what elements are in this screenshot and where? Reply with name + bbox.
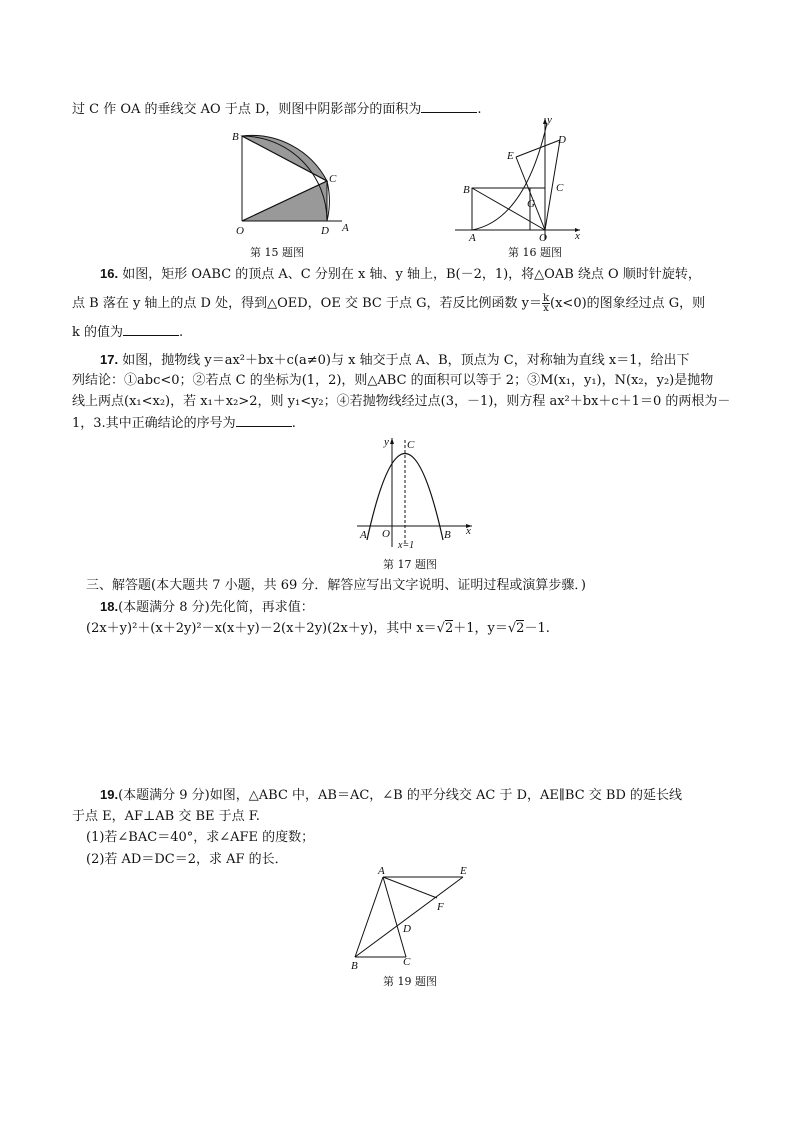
q17-line2: 列结论：①abc<0；②若点 C 的坐标为(1，2)，则△ABC 的面积可以等于 2；③M(x₁，y₁)，N(x₂，y₂)是抛物	[72, 373, 714, 388]
label-B: B	[463, 184, 470, 196]
label-D: D	[321, 225, 329, 237]
label-D: D	[558, 134, 566, 146]
q17-line1: 17. 如图，抛物线 y＝ax²＋bx＋c(a≠0)与 x 轴交于点 A、B，顶点为 C，对称轴为直线 x＝1，给出下	[100, 352, 690, 368]
label-E: E	[507, 150, 514, 162]
q16-line2: 点 B 落在 y 轴上的点 D 处，得到△OED，OE 交 BC 于点 G，若反比例函数 y＝ $\frac{k}{x}$ (x<0)的图象经过点 G，则	[72, 293, 706, 314]
label-A: A	[360, 529, 367, 541]
label-C: C	[329, 173, 337, 185]
q18-line1: 18.(本题满分 8 分)先化简，再求值：	[100, 599, 314, 615]
label-C: C	[407, 439, 415, 451]
q16-line1: 16. 如图，矩形 OABC 的顶点 A、C 分别在 x 轴、y 轴上，B(－2，1)，将△OAB 绕点 O 顺时针旋转，	[100, 266, 701, 282]
label-axis: x=1	[398, 540, 415, 551]
q19-line1: 19.(本题满分 9 分)如图，△ABC 中，AB＝AC，∠B 的平分线交 AC 于 D，AE∥BC 交 BD 的延长线	[100, 787, 683, 803]
q17-line3: 线上两点(x₁<x₂)，若 x₁＋x₂>2，则 y₁<y₂；④若抛物线经过点(3，－1)，则方程 ax²＋bx＋c＋1＝0 的两根为－	[72, 394, 731, 409]
q15-text-tail: 过 C 作 OA 的垂线交 AO 于点 D，则图中阴影部分的面积为 .	[72, 102, 482, 117]
caption-fig17: 第 17 题图	[383, 558, 437, 571]
figure-19	[345, 862, 475, 972]
label-A: A	[469, 232, 476, 244]
label-G: G	[527, 198, 535, 210]
label-O: O	[539, 232, 547, 244]
label-E: E	[460, 865, 467, 877]
q17-line4: 1，3.其中正确结论的序号为 .	[72, 416, 296, 431]
label-D: D	[403, 923, 411, 935]
q19-sub2: (2)若 AD＝DC＝2，求 AF 的长．	[86, 852, 288, 867]
figure-15	[232, 130, 362, 240]
q19-sub1: (1)若∠BAC＝40°，求∠AFE 的度数；	[86, 830, 315, 845]
label-A: A	[378, 865, 385, 877]
label-B: B	[232, 131, 239, 143]
label-O: O	[236, 225, 244, 237]
label-A: A	[342, 222, 349, 234]
caption-fig16: 第 16 题图	[508, 246, 562, 259]
fraction-k-over-x: $\frac{k}{x}$	[542, 293, 550, 314]
figure-17	[352, 435, 482, 550]
label-O: O	[382, 528, 390, 540]
answer-blank-15[interactable]	[421, 100, 477, 113]
q16-line3: k 的值为 .	[72, 325, 184, 340]
label-C: C	[403, 956, 411, 968]
label-y: y	[384, 436, 389, 448]
section-3-heading: 三、解答题(本大题共 7 小题，共 69 分．解答应写出文字说明、证明过程或演算步骤．)	[86, 578, 586, 593]
label-B: B	[351, 960, 358, 972]
label-C: C	[556, 182, 564, 194]
answer-blank-17[interactable]	[236, 414, 292, 427]
label-x: x	[466, 525, 471, 537]
label-x: x	[575, 230, 580, 242]
q18-expression: (2x＋y)²＋(x＋2y)²－x(x＋y)－2(x＋2y)(2x＋y)，其中 x＝√2＋1，y＝√2－1.	[86, 621, 550, 636]
caption-fig15: 第 15 题图	[250, 246, 304, 259]
q19-line2: 于点 E，AF⊥AB 交 BE 于点 F.	[72, 809, 260, 824]
figure-16	[455, 115, 595, 245]
caption-fig19: 第 19 题图	[383, 975, 437, 988]
label-y: y	[547, 114, 552, 126]
label-B: B	[444, 529, 451, 541]
answer-blank-16[interactable]	[123, 323, 179, 336]
label-F: F	[437, 901, 444, 913]
